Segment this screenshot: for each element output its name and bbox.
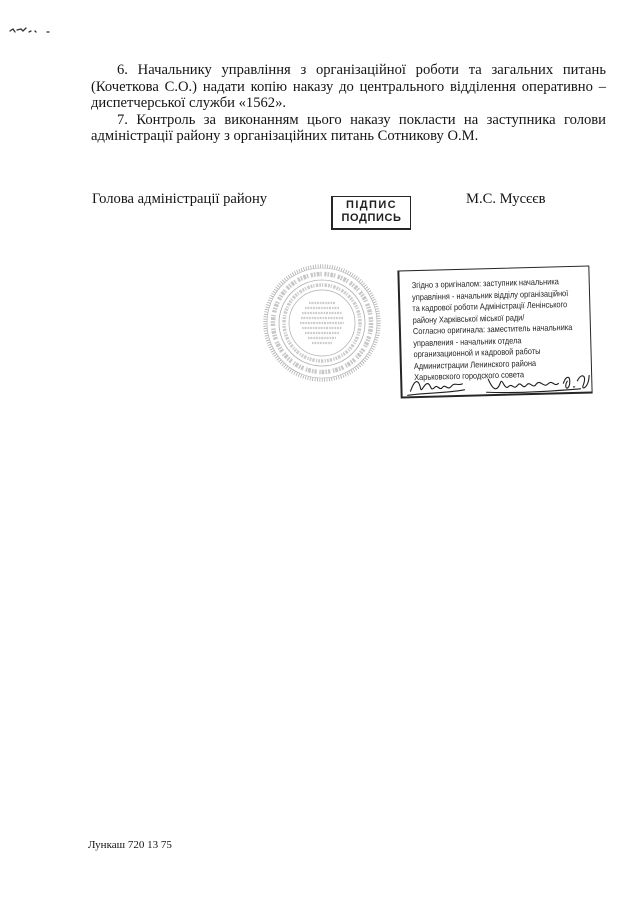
executor-note: Лункаш 720 13 75: [88, 839, 172, 851]
paragraph-7-line: адміністрації району з організаційних питань Сотникову О.М.: [91, 128, 479, 144]
signature-stamp-line-uk: ПІДПИС: [346, 199, 397, 211]
signature-stamp: [331, 196, 411, 230]
certification-stamp-line: Харьковского городского совета: [414, 369, 525, 383]
paragraph-6-line: (Кочеткова С.О.) надати копію наказу до центрального відділення оперативно –: [91, 78, 606, 95]
certification-stamp-line: Согласно оригинала: заместитель начальника: [412, 321, 573, 337]
certification-stamp-line: управління - начальник відділу організаційної: [411, 287, 569, 302]
certification-stamp-line: управления - начальник отдела: [413, 334, 522, 348]
paragraph-6-line: диспетчерської служби «1562».: [91, 95, 287, 111]
certification-stamp-line: Администрации Ленинского района: [413, 357, 537, 371]
round-seal-icon: [260, 261, 384, 385]
signatory-position: Голова адміністрації району: [92, 191, 268, 207]
signatory-name: М.С. Мусєєв: [466, 191, 546, 207]
scan-mark-icon: [8, 24, 52, 38]
order-paragraphs: [91, 62, 606, 145]
certification-stamp-line: Згідно з оригіналом: заступник начальника: [411, 276, 559, 291]
signature-stamp-line-ru: ПОДПИСЬ: [341, 212, 402, 224]
certification-stamp-line: району Харківської міської ради/: [412, 311, 525, 325]
certification-stamp: [397, 266, 592, 399]
paragraph-7-line: 7. Контроль за виконанням цього наказу покласти на заступника голови: [117, 111, 606, 128]
certification-stamp-line: та кадрової роботи Адміністрації Ленінського: [412, 299, 568, 314]
paragraph-6-line: 6. Начальнику управління з організаційної роботи та загальних питань: [117, 62, 606, 78]
handwritten-signature-icon: [404, 367, 591, 398]
certification-stamp-line: организационной и кадровой работы: [413, 345, 541, 360]
